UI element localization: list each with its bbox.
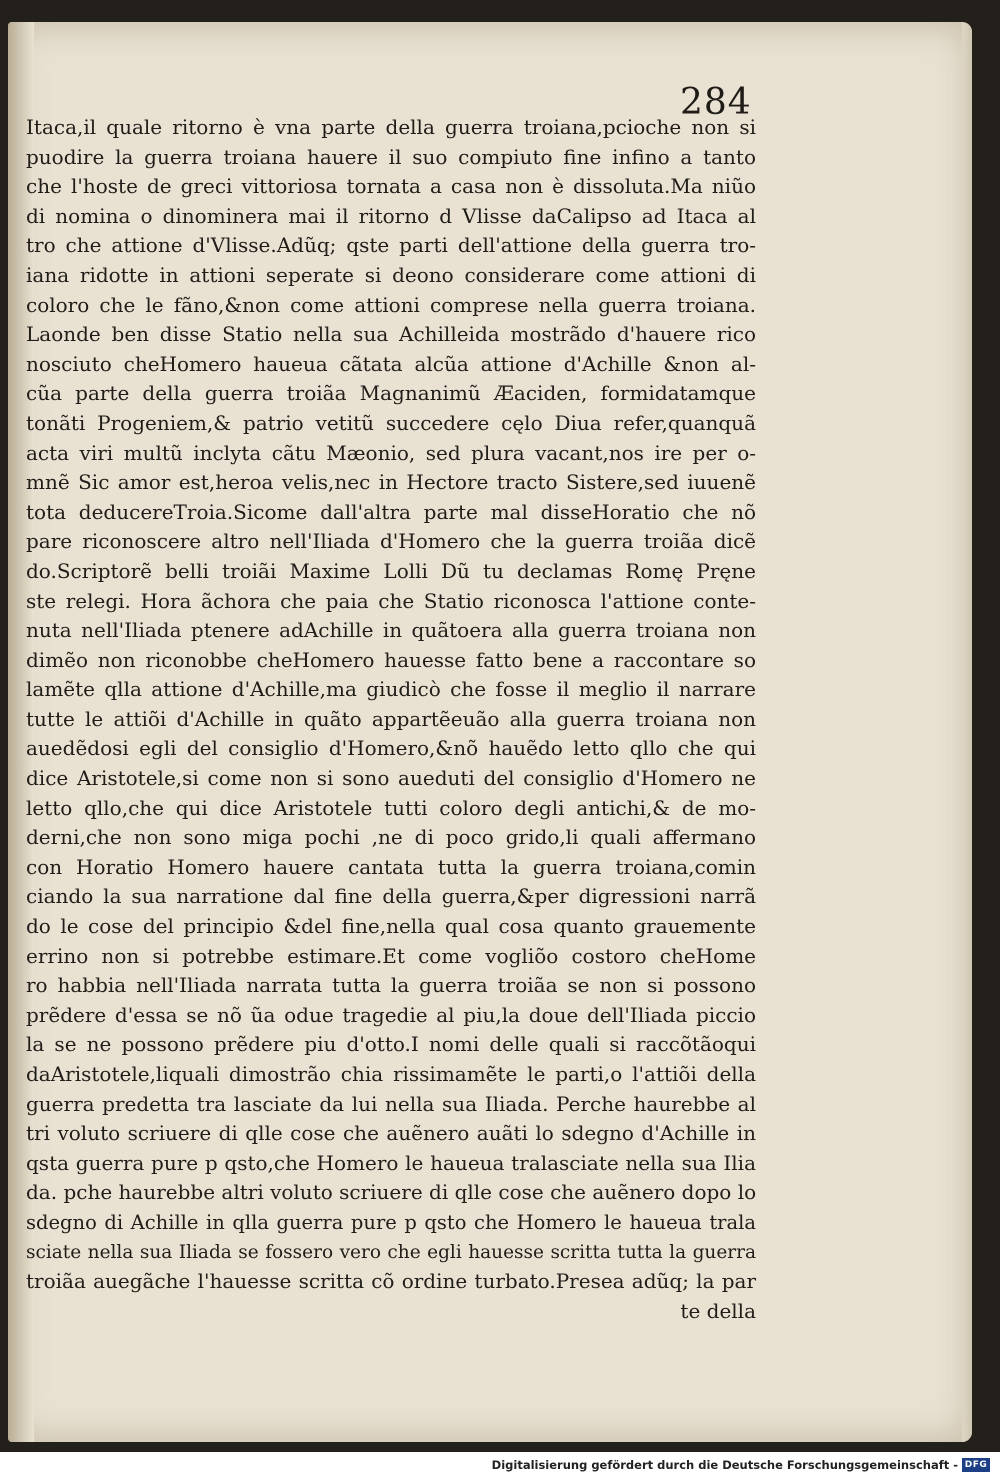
- text-line: ste relegi. Hora ãchora che paia che Statio riconosca l'attione conte-: [26, 588, 756, 613]
- text-line: acta viri multũ inclyta cãtu Mæonio, sed plura vacant,nos ire per o-: [26, 440, 756, 465]
- page-edge: [962, 22, 972, 1442]
- text-line: mnẽ Sic amor est,heroa velis,nec in Hectore tracto Sistere,sed iuuenẽ: [26, 470, 756, 495]
- text-line: te della: [680, 1298, 756, 1323]
- text-line: prẽdere d'essa se nõ ũa odue tragedie al piu,la doue dell'Iliada piccio: [26, 1002, 756, 1027]
- text-line: la se ne possono prẽdere piu d'otto.I nomi delle quali si raccõtãoqui: [26, 1032, 756, 1057]
- text-line: Laonde ben disse Statio nella sua Achilleida mostrãdo d'hauere rico: [26, 322, 756, 347]
- text-line: tutte le attiõi d'Achille in quãto appartẽeuão alla guerra troiana non: [26, 706, 756, 731]
- text-line: dimẽo non riconobbe cheHomero hauesse fatto bene a raccontare so: [26, 647, 756, 672]
- text-line: errino non si potrebbe estimare.Et come vogliõo costoro cheHome: [26, 943, 756, 968]
- text-line: lamẽte qlla attione d'Achille,ma giudicò che fosse il meglio il narrare: [26, 677, 756, 702]
- text-line: di nomina o dinominera mai il ritorno d Vlisse daCalipso ad Itaca al: [26, 203, 756, 228]
- text-line: cũa parte della guerra troiãa Magnanimũ Æaciden, formidatamque: [26, 381, 756, 406]
- text-line: troiãa auegãche l'hauesse scritta cõ ordine turbato.Presea adũq; la par: [26, 1269, 756, 1294]
- text-line: con Horatio Homero hauere cantata tutta la guerra troiana,comin: [26, 854, 756, 879]
- text-line: do.Scriptorẽ belli troiãi Maxime Lolli Dũ tu declamas Romę Pręne: [26, 558, 756, 583]
- text-line: do le cose del principio &del fine,nella qual cosa quanto grauemente: [26, 914, 756, 939]
- text-line: tri voluto scriuere di qlle cose che auẽnero auãti lo sdegno d'Achille in: [26, 1121, 756, 1146]
- text-line: derni,che non sono miga pochi ,ne di poco grido,li quali affermano: [26, 825, 756, 850]
- text-line: puodire la guerra troiana hauere il suo compiuto fine infino a tanto: [26, 144, 756, 169]
- text-line: iana ridotte in attioni seperate si deono considerare come attioni di: [26, 262, 756, 287]
- text-line: guerra predetta tra lasciate da lui nella sua Iliada. Perche haurebbe al: [26, 1091, 756, 1116]
- text-line: dice Aristotele,si come non si sono aueduti del consiglio d'Homero ne: [26, 766, 756, 791]
- text-line: auedẽdosi egli del consiglio d'Homero,&nõ hauẽdo letto qllo che qui: [26, 736, 756, 761]
- text-line: sdegno di Achille in qlla guerra pure p qsto che Homero le haueua trala: [26, 1210, 756, 1234]
- text-line: da. pche haurebbe altri voluto scriuere di qlle cose che auẽnero dopo lo: [26, 1180, 757, 1205]
- text-line: nuta nell'Iliada ptenere adAchille in quãtoera alla guerra troiana non: [26, 618, 756, 643]
- text-line: qsta guerra pure p qsto,che Homero le haueua tralasciate nella sua Ilia: [26, 1150, 756, 1175]
- text-line: ro habbia nell'Iliada narrata tutta la guerra troiãa se non si possono: [26, 973, 756, 998]
- text-line: letto qllo,che qui dice Aristotele tutti coloro degli antichi,& de mo-: [26, 795, 756, 820]
- text-line: nosciuto cheHomero haueua cãtata alcũa attione d'Achille &non al-: [26, 351, 756, 376]
- page-number: 284: [680, 82, 752, 123]
- text-line: ciando la sua narratione dal fine della guerra,&per digressioni narrã: [26, 884, 756, 909]
- text-line: tota deducereTroia.Sicome dall'altra parte mal disseHoratio che nõ: [26, 499, 756, 524]
- page-text: [26, 113, 756, 1326]
- funding-credit: Digitalisierung gefördert durch die Deutsche Forschungsgemeinschaft -: [491, 1458, 958, 1472]
- text-line: daAristotele,liquali dimostrão chia rissimamẽte le parti,o l'attiõi della: [26, 1062, 756, 1086]
- text-line: coloro che le fãno,&non come attioni comprese nella guerra troiana.: [26, 292, 756, 317]
- text-line: che l'hoste de greci vittoriosa tornata a casa non è dissoluta.Ma niũo: [26, 174, 756, 199]
- text-line: sciate nella sua Iliada se fossero vero che egli hauesse scritta tutta la guerra: [26, 1241, 756, 1263]
- text-line: pare riconoscere altro nell'Iliada d'Homero che la guerra troiãa dicẽ: [26, 529, 756, 554]
- text-line: tonãti Progeniem,& patrio vetitũ succedere cęlo Diua refer,quanquã: [26, 410, 756, 435]
- dfg-logo: DFG: [962, 1458, 990, 1472]
- text-line: Itaca,il quale ritorno è vna parte della guerra troiana,pcioche non si: [26, 115, 756, 139]
- text-line: tro che attione d'Vlisse.Adũq; qste parti dell'attione della guerra tro-: [26, 233, 756, 258]
- digitization-footer: [0, 1452, 1000, 1479]
